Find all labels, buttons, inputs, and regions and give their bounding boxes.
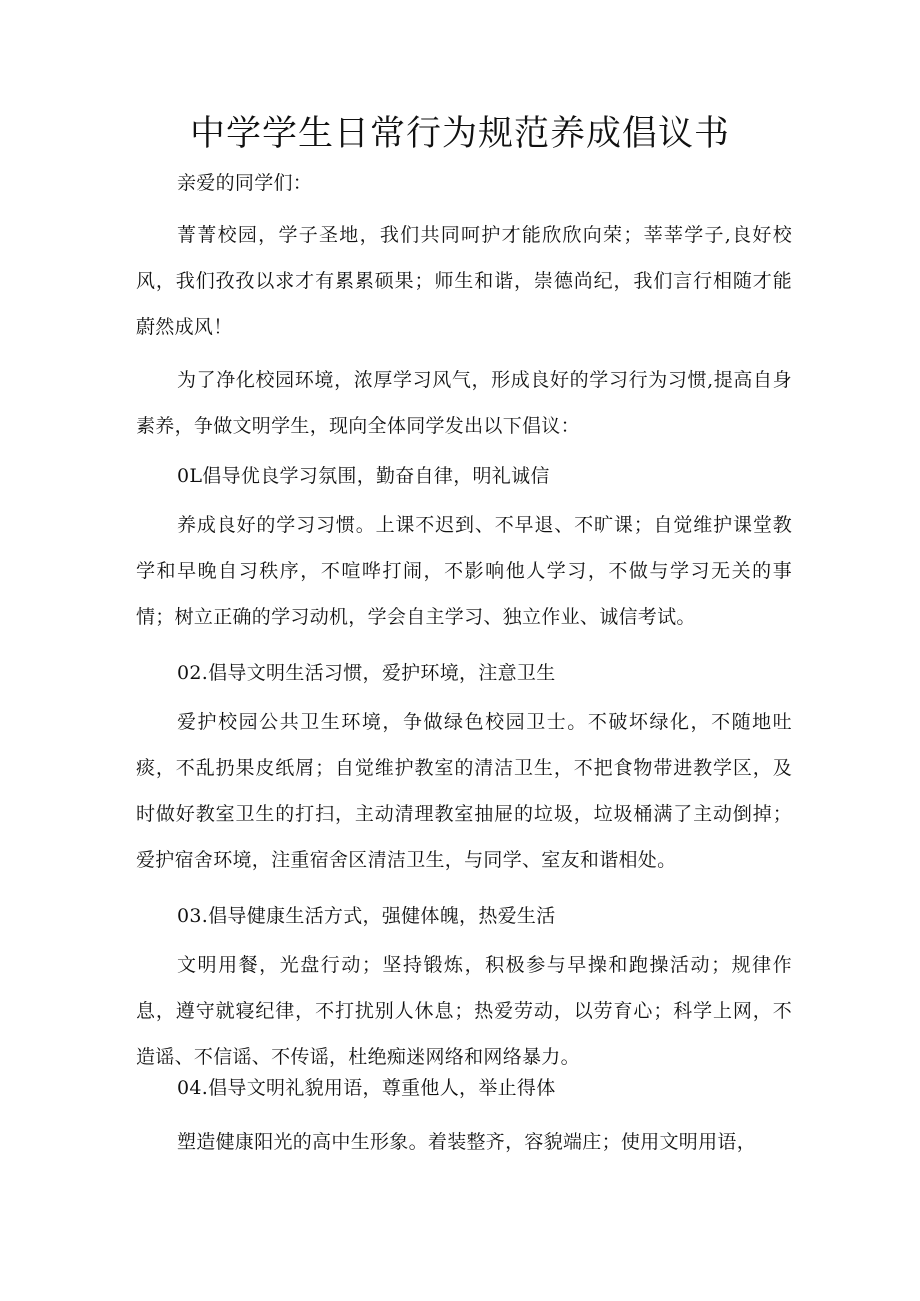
greeting: 亲爱的同学们：: [177, 172, 313, 194]
section-body-1: 养成良好的学习习惯。上课不迟到、不早退、不旷课；自觉维护课堂教学和早晚自习秩序，不喧哗打闹，不影响他人学习，不做与学习无关的事情；树立正确的学习动机，学会自主学习、独立作业、诚信考试。: [136, 514, 792, 628]
section-heading-4: 04.倡导文明礼貌用语，尊重他人，举止得体: [177, 1077, 556, 1099]
purpose-paragraph: 为了净化校园环境，浓厚学习风气，形成良好的学习行为习惯,提高自身素养，争做文明学生，现向全体同学发出以下倡议：: [136, 369, 792, 437]
section-body-4: 塑造健康阳光的高中生形象。着装整齐，容貌端庄；使用文明用语，: [177, 1131, 757, 1153]
section-body-2: 爱护校园公共卫生环境，争做绿色校园卫士。不破坏绿化，不随地吐痰，不乱扔果皮纸屑；自觉维护教室的清洁卫生，不把食物带进教学区，及时做好教室卫生的打扫，主动清理教室抽屉的垃圾，垃圾桶满了主动倒掉；爱护宿舍环境，注重宿舍区清洁卫生，与同学、室友和谐相处。: [136, 711, 792, 871]
intro-paragraph: 菁菁校园，学子圣地，我们共同呵护才能欣欣向荣；莘莘学子,良好校风，我们孜孜以求才有累累硕果；师生和谐，崇德尚纪，我们言行相随才能蔚然成风！: [136, 224, 792, 338]
section-heading-2: 02.倡导文明生活习惯，爱护环境，注意卫生: [177, 662, 556, 684]
page-title: 中学学生日常行为规范养成倡议书: [189, 114, 730, 154]
section-body-3: 文明用餐，光盘行动；坚持锻炼，积极参与早操和跑操活动；规律作息，遵守就寝纪律，不打扰别人休息；热爱劳动，以劳育心；科学上网，不造谣、不信谣、不传谣，杜绝痴迷网络和网络暴力。: [136, 954, 792, 1068]
section-heading-1: 0L倡导优良学习氛围，勤奋自律，明礼诚信: [177, 465, 550, 487]
section-heading-3: 03.倡导健康生活方式，强健体魄，热爱生活: [177, 905, 556, 927]
